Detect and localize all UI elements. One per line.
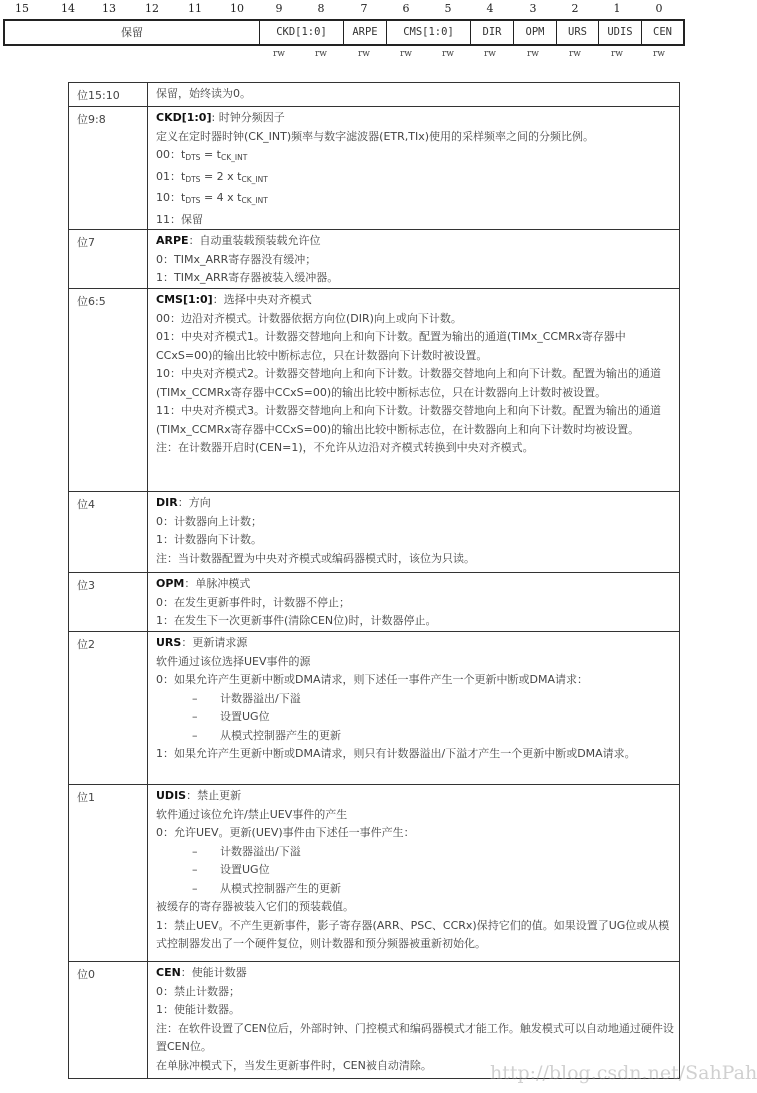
- description-line: 10：中央对齐模式2。计数器交替地向上和向下计数。计数器交替地向上和向下计数。配置为输出的通道(TIMx_CCMRx寄存器中CCxS=00)的输出比较中断标志位，只在计数器向上计数时被设置。: [156, 367, 661, 399]
- access-type: rw: [441, 49, 454, 59]
- field-name: URS: [156, 636, 182, 649]
- field-summary: ：使能计数器: [180, 966, 247, 979]
- bit-number: 2: [571, 2, 579, 15]
- formula-line: [156, 168, 675, 190]
- field-summary: ：自动重装载预装载允许位: [188, 234, 321, 247]
- bit-number: 12: [145, 2, 159, 15]
- table-row-bits-15-10: [69, 83, 680, 107]
- field-title: [156, 964, 675, 983]
- formula-subscript: CK_INT: [220, 153, 248, 162]
- bullet-text: 计数器溢出/下溢: [220, 844, 301, 858]
- dash-icon: –: [192, 881, 198, 895]
- register-field-map: [3, 19, 685, 46]
- field-name: ARPE: [156, 234, 189, 247]
- bullet-text: 从模式控制器产生的更新: [220, 881, 341, 895]
- bit-description: [148, 492, 680, 573]
- bullet-item: [156, 861, 675, 880]
- field-summary: ：选择中央对齐模式: [212, 293, 312, 306]
- description-line: 0：在发生更新事件时，计数器不停止；: [156, 595, 350, 609]
- bit-number: 4: [486, 2, 494, 15]
- description-line: 0：如果允许产生更新中断或DMA请求，则下述任一事件产生一个更新中断或DMA请求：: [156, 673, 588, 686]
- access-type: rw: [568, 49, 581, 59]
- field-title: [156, 575, 675, 594]
- bit-number: 14: [61, 2, 75, 15]
- field-summary: ：禁止更新: [186, 789, 242, 802]
- bullet-item: [156, 843, 675, 862]
- bit-range: 位1: [69, 785, 148, 962]
- bit-description: [148, 83, 680, 107]
- description-line: 0：禁止计数器；: [156, 984, 240, 998]
- description-line: 0：TIMx_ARR寄存器没有缓冲；: [156, 252, 317, 266]
- table-row-bit-0: [69, 962, 680, 1079]
- bit-number: 3: [529, 2, 537, 15]
- field-name: CEN: [156, 966, 181, 979]
- description-line: 11：保留: [156, 212, 203, 226]
- dash-icon: –: [192, 710, 198, 723]
- description-line: 1：在发生下一次更新事件(清除CEN位)时，计数器停止。: [156, 614, 437, 627]
- field-udis: UDIS: [599, 21, 642, 44]
- bit-number: 15: [15, 2, 29, 15]
- field-title: [156, 232, 675, 251]
- bit-number: 6: [402, 2, 410, 15]
- access-type: rw: [357, 49, 370, 59]
- bit-range: 位9:8: [69, 107, 148, 230]
- table-row-bit-7: [69, 230, 680, 289]
- bit-description-table: [68, 82, 680, 1079]
- value-code: 00：: [156, 148, 181, 161]
- description-line: 1：TIMx_ARR寄存器被装入缓冲器。: [156, 271, 339, 284]
- description-line: 软件通过该位允许/禁止UEV事件的产生: [156, 807, 348, 821]
- field-urs: URS: [557, 21, 599, 44]
- field-summary: ：更新请求源: [181, 636, 248, 649]
- description-line: 1：如果允许产生更新中断或DMA请求，则只有计数器溢出/下溢才产生一个更新中断或DMA请求。: [156, 747, 636, 760]
- bullet-text: 计数器溢出/下溢: [220, 691, 301, 705]
- description-note: 注：在计数器开启时(CEN=1)，不允许从边沿对齐模式转换到中央对齐模式。: [156, 441, 534, 454]
- bullet-text: 从模式控制器产生的更新: [220, 728, 341, 742]
- field-name: CMS[1:0]: [156, 293, 213, 306]
- field-title: [156, 494, 675, 513]
- bit-range: 位0: [69, 962, 148, 1079]
- formula-subscript: CK_INT: [241, 196, 268, 205]
- description-note: 注：在软件设置了CEN位后，外部时钟、门控模式和编码器模式才能工作。触发模式可以自动地通过硬件设置CEN位。: [156, 1021, 674, 1053]
- field-title: [156, 109, 675, 128]
- bit-description: [148, 573, 680, 632]
- formula-expr: = t: [200, 148, 221, 161]
- table-row-bits-9-8: [69, 107, 680, 230]
- bullet-item: [156, 690, 675, 709]
- value-code: 10：: [156, 191, 181, 204]
- description-line: 1：计数器向下计数。: [156, 533, 262, 546]
- table-row-bits-6-5: [69, 289, 680, 492]
- bit-number: 7: [360, 2, 368, 15]
- description-note: 注：当计数器配置为中央对齐模式或编码器模式时，该位为只读。: [156, 551, 475, 565]
- access-type: rw: [610, 49, 623, 59]
- bit-number-row: [0, 2, 690, 16]
- formula-subscript: DTS: [185, 196, 201, 205]
- field-summary: : 时钟分频因子: [211, 111, 285, 124]
- bullet-item: [156, 708, 675, 727]
- formula-line: [156, 189, 675, 211]
- bit-number: 0: [655, 2, 663, 15]
- bit-number: 8: [317, 2, 325, 15]
- bullet-item: [156, 727, 675, 746]
- dash-icon: –: [192, 863, 198, 876]
- formula-symbol: t: [181, 191, 186, 204]
- bit-range: 位2: [69, 632, 148, 785]
- bit-description: [148, 962, 680, 1079]
- field-summary: ：方向: [177, 496, 211, 509]
- dash-icon: –: [192, 728, 198, 742]
- access-type: rw: [272, 49, 285, 59]
- description-line: 01：中央对齐模式1。计数器交替地向上和向下计数。配置为输出的通道(TIMx_CCMRx寄存器中CCxS=00)的输出比较中断标志位，只在计数器向下计数时被设置。: [156, 330, 626, 362]
- bit-range: 位7: [69, 230, 148, 289]
- formula-expr: = 2 x t: [200, 169, 242, 183]
- formula-subscript: DTS: [185, 174, 201, 184]
- table-row-bit-4: [69, 492, 680, 573]
- field-name: CKD[1:0]: [156, 111, 212, 124]
- bit-description: [148, 230, 680, 289]
- field-cen: CEN: [653, 26, 672, 38]
- description-line: 0：计数器向上计数；: [156, 514, 262, 528]
- field-name: OPM: [156, 577, 185, 590]
- formula-subscript: DTS: [185, 153, 201, 162]
- field-opm: OPM: [514, 21, 557, 44]
- table-row-bit-2: [69, 632, 680, 785]
- bit-description: [148, 785, 680, 962]
- bit-range: 位15:10: [69, 83, 148, 107]
- formula-symbol: t: [181, 169, 186, 183]
- description-line: 1：使能计数器。: [156, 1003, 240, 1016]
- access-type: rw: [399, 49, 412, 59]
- description-line: 在单脉冲模式下，当发生更新事件时，CEN被自动清除。: [156, 1058, 432, 1072]
- bit-description: [148, 289, 680, 492]
- field-name: UDIS: [156, 789, 187, 802]
- value-code: 01：: [156, 169, 181, 183]
- dash-icon: –: [192, 691, 198, 705]
- description-line: 11：中央对齐模式3。计数器交替地向上和向下计数。计数器交替地向上和向下计数。配置为输出的通道(TIMx_CCMRx寄存器中CCxS=00)的输出比较中断标志位，在计数器向上和向下计数时均被设置。: [156, 404, 661, 436]
- description-line: 被缓存的寄存器被装入它们的预装载值。: [156, 900, 354, 913]
- watermark: http://blog.csdn.net/SahPah: [490, 1062, 757, 1084]
- bit-number: 10: [230, 2, 244, 15]
- access-type: rw: [526, 49, 539, 59]
- field-ckd: CKD[1:0]: [260, 21, 344, 44]
- formula-subscript: CK_INT: [241, 174, 268, 184]
- bit-number: 5: [444, 2, 452, 15]
- bit-description: [148, 632, 680, 785]
- bit-description: [148, 107, 680, 230]
- field-reserved: 保留: [5, 21, 260, 44]
- field-title: [156, 787, 675, 806]
- description-text: 保留，始终读为0。: [156, 87, 251, 100]
- field-title: [156, 634, 675, 653]
- bullet-item: [156, 880, 675, 899]
- dash-icon: –: [192, 844, 198, 858]
- formula-symbol: t: [181, 148, 186, 161]
- bit-range: 位6:5: [69, 289, 148, 492]
- table-row-bit-3: [69, 573, 680, 632]
- description-line: 定义在定时器时钟(CK_INT)频率与数字滤波器(ETR,TIx)使用的采样频率之间的分频比例。: [156, 129, 595, 143]
- field-name: DIR: [156, 496, 178, 509]
- access-type: rw: [483, 49, 496, 59]
- description-line: 0：允许UEV。更新(UEV)事件由下述任一事件产生：: [156, 826, 415, 839]
- field-summary: ：单脉冲模式: [184, 577, 251, 590]
- bit-number: 9: [275, 2, 283, 15]
- table-row-bit-1: [69, 785, 680, 962]
- formula-line: [156, 146, 675, 168]
- bit-range: 位3: [69, 573, 148, 632]
- bullet-text: 设置UG位: [220, 710, 270, 723]
- description-line: 00：边沿对齐模式。计数器依据方向位(DIR)向上或向下计数。: [156, 311, 462, 325]
- field-dir: DIR: [471, 21, 514, 44]
- description-line: 1：禁止UEV。不产生更新事件，影子寄存器(ARR、PSC、CCRx)保持它们的值。如果设置了UG位或从模式控制器发出了一个硬件复位，则计数器和预分频器被重新初始化。: [156, 918, 670, 950]
- formula-expr: = 4 x t: [200, 191, 242, 204]
- bullet-text: 设置UG位: [220, 863, 270, 876]
- field-cms: CMS[1:0]: [387, 21, 471, 44]
- bit-range: 位4: [69, 492, 148, 573]
- bit-number: 11: [188, 2, 202, 15]
- access-row: [0, 49, 690, 61]
- bit-number: 1: [613, 2, 621, 15]
- field-arpe: ARPE: [344, 21, 387, 44]
- field-title: [156, 291, 675, 310]
- access-type: rw: [652, 49, 665, 59]
- access-type: rw: [314, 49, 327, 59]
- description-line: 软件通过该位选择UEV事件的源: [156, 654, 311, 668]
- bit-number: 13: [102, 2, 116, 15]
